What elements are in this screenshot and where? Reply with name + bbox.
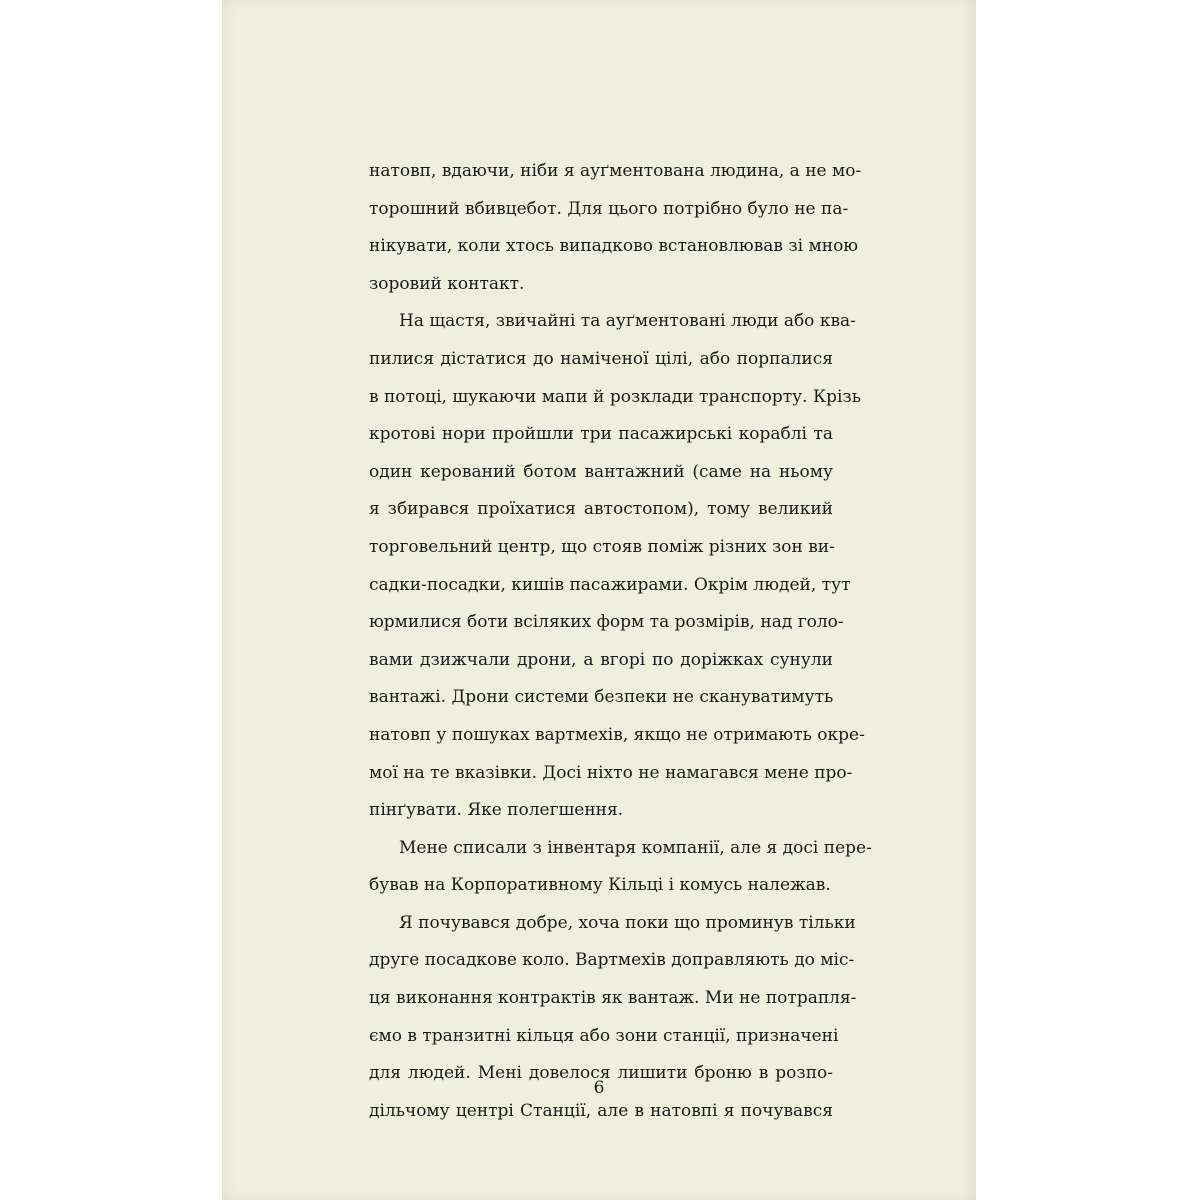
text-line: я збирався проїхатися автостопом), тому великий <box>369 499 833 520</box>
text-line: мої на те вказівки. Досі ніхто не намагався мене про- <box>369 762 853 783</box>
text-line: юрмилися боти всіляких форм та розмірів, над голо- <box>369 612 844 633</box>
text-line: вантажі. Дрони системи безпеки не скануватимуть <box>369 687 834 708</box>
text-line: На щастя, звичайні та ауґментовані люди або ква- <box>399 311 856 332</box>
text-line: торговельний центр, що стояв поміж різних зон ви- <box>369 536 835 557</box>
text-line: натовп у пошуках вартмехів, якщо не отримають окре- <box>369 724 865 745</box>
text-line: кротові нори пройшли три пасажирські кораблі та <box>369 424 833 445</box>
text-line: в потоці, шукаючи мапи й розклади транспорту. Крізь <box>369 386 861 407</box>
text-line: натовп, вдаючи, ніби я ауґментована людина, а не мо- <box>369 161 862 181</box>
book-page <box>222 0 976 1200</box>
text-line: Мене списали з інвентаря компанії, але я досі пере- <box>399 837 872 858</box>
page-number: 6 <box>593 1078 605 1098</box>
text-line: вами дзижчали дрони, а вгорі по доріжках сунули <box>369 649 833 670</box>
text-line: для людей. Мені довелося лишити броню в розпо- <box>369 1063 833 1084</box>
text-line: зоровий контакт. <box>369 273 525 294</box>
text-line: ємо в транзитні кільця або зони станції, призначені <box>369 1025 839 1046</box>
text-line: пилися дістатися до наміченої цілі, або порпалися <box>369 348 833 369</box>
text-line: друге посадкове коло. Вартмехів доправляють до міс- <box>369 950 855 971</box>
text-line: Я почувався добре, хоча поки що проминув тільки <box>399 912 856 933</box>
text-line: бував на Корпоративному Кільці і комусь належав. <box>369 875 831 896</box>
text-line: один керований ботом вантажний (саме на ньому <box>369 461 833 482</box>
body-text <box>369 153 872 1130</box>
text-line: нікувати, коли хтось випадково встановлював зі мною <box>369 236 859 257</box>
text-line: пінґувати. Яке полегшення. <box>369 800 624 821</box>
text-line: ця виконання контрактів як вантаж. Ми не потрапля- <box>369 988 857 1009</box>
text-line: торошний вбивцебот. Для цього потрібно було не па- <box>369 198 849 219</box>
text-line: дільчому центрі Станції, але в натовпі я почувався <box>369 1100 833 1121</box>
text-line: садки-посадки, кишів пасажирами. Окрім людей, тут <box>369 574 851 595</box>
